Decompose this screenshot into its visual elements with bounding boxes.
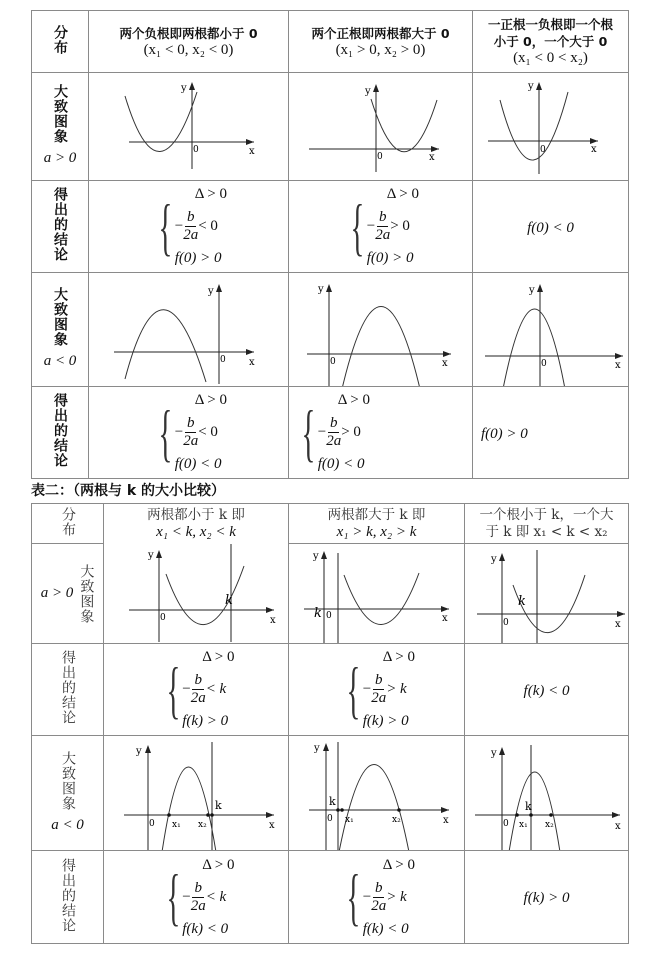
- svg-text:x: x: [249, 356, 255, 368]
- svg-text:x: x: [442, 612, 448, 624]
- svg-text:x₂: x₂: [392, 814, 401, 825]
- svg-text:x: x: [615, 359, 621, 371]
- svg-text:0: 0: [330, 356, 336, 367]
- table1-conclusion-row-a-positive: [32, 181, 629, 273]
- svg-text:x: x: [249, 145, 255, 157]
- svg-text:0: 0: [503, 617, 509, 628]
- table1-col3-header: 一正根一负根即一个根 小于 0，一个大于 0 (x₁ < 0 < x₂): [473, 11, 629, 73]
- svg-text:y: y: [181, 82, 187, 94]
- svg-text:0: 0: [149, 818, 155, 829]
- graph-one-positive-one-negative-up: [473, 73, 629, 181]
- svg-text:y: y: [491, 553, 497, 565]
- inequality-system: { Δ > 0 − $\frac{b}{2a}$ > 0 f(0) < 0: [301, 392, 370, 472]
- svg-text:x₂: x₂: [198, 819, 207, 830]
- svg-text:x: x: [429, 151, 435, 163]
- svg-text:x₂: x₂: [545, 819, 554, 830]
- graph-both-roots-greater-than-k-up: [289, 544, 465, 644]
- svg-text:k: k: [518, 593, 526, 609]
- brace-icon: {: [158, 190, 173, 262]
- svg-text:y: y: [148, 550, 154, 562]
- graph-root-straddles-k-up: [465, 544, 629, 644]
- svg-text:0: 0: [541, 358, 547, 369]
- table2-distribution-header: 分布: [32, 504, 104, 544]
- parabola-graph: [289, 74, 473, 180]
- svg-text:y: y: [313, 550, 319, 562]
- table1-distribution-header: 分布: [32, 11, 89, 73]
- table2-row-label: 大致图象 a < 0: [32, 736, 104, 851]
- graph-two-negative-roots-up: [89, 73, 289, 181]
- brace-icon: {: [165, 653, 180, 725]
- inequality-system: { Δ > 0 − $\frac{b}{2a}$ < 0 f(0) < 0: [158, 392, 227, 472]
- brace-icon: {: [165, 861, 180, 932]
- table1-row-label: 大致图象 a > 0: [32, 73, 89, 181]
- conclusion-cell: [289, 851, 465, 944]
- table2-row-label: 得出的结论: [32, 644, 104, 736]
- graph-two-positive-roots-up: [289, 73, 473, 181]
- svg-text:0: 0: [327, 813, 333, 824]
- table2-row-label: a > 0 大致图象: [32, 544, 104, 644]
- conclusion-cell: [104, 644, 289, 736]
- parabola-graph: [289, 545, 465, 643]
- conclusion-cell: [89, 387, 289, 479]
- brace-icon: {: [346, 653, 361, 725]
- parabola-graph: [89, 74, 289, 180]
- parabola-graph: [465, 545, 629, 643]
- table1-conclusion-row-a-negative: [32, 387, 629, 479]
- svg-text:k: k: [314, 605, 322, 621]
- table1-graph-row-a-positive: [32, 73, 629, 181]
- graph-both-roots-greater-than-k-down: [289, 736, 465, 851]
- inequality-system: { Δ > 0 − $\frac{b}{2a}$ > k f(k) < 0: [346, 856, 415, 937]
- table2-col1-condition: x₁ < k, x₂ < k: [156, 523, 236, 540]
- table1-col2-header: 两个正根即两根都大于 0 (x₁ > 0, x₂ > 0): [289, 11, 473, 73]
- table1-row-label: 得出的结论: [32, 387, 89, 479]
- graph-root-straddles-k-down: [465, 736, 629, 851]
- parabola-graph: [89, 274, 289, 386]
- brace-icon: {: [346, 861, 361, 932]
- conclusion-cell: [289, 181, 473, 273]
- svg-text:x: x: [442, 357, 448, 369]
- table1-row-label: 大致图象 a < 0: [32, 273, 89, 387]
- inequality-system: { Δ > 0 − $\frac{b}{2a}$ < k f(k) > 0: [165, 649, 235, 729]
- svg-text:x: x: [615, 618, 621, 630]
- parabola-graph: [289, 274, 473, 386]
- inequality-system: { Δ > 0 − $\frac{b}{2a}$ < 0 f(0) > 0: [158, 186, 227, 266]
- svg-text:k: k: [525, 799, 532, 813]
- svg-text:y: y: [314, 742, 320, 754]
- svg-text:k: k: [225, 593, 233, 609]
- table2-col3-header: 一个根小于 k，一个大 于 k 即 x₁ < k < x₂: [465, 504, 629, 544]
- parabola-graph: [465, 737, 629, 850]
- svg-text:y: y: [529, 284, 535, 296]
- conclusion-cell: f(k) < 0: [465, 644, 629, 736]
- table1-header-row: [32, 11, 629, 73]
- brace-icon: {: [350, 190, 365, 262]
- table2-col2-condition: x₁ > k, x₂ > k: [336, 523, 417, 540]
- svg-text:0: 0: [220, 354, 226, 365]
- svg-text:x: x: [591, 143, 597, 155]
- table2-graph-row-a-positive: [32, 544, 629, 644]
- conclusion-cell: [289, 644, 465, 736]
- table2-col2-header: 两根都大于 k 即 x₁ > k, x₂ > k: [289, 504, 465, 544]
- graph-two-positive-roots-down: [289, 273, 473, 387]
- brace-icon: {: [158, 396, 173, 468]
- graph-both-roots-less-than-k-down: [104, 736, 289, 851]
- graph-both-roots-less-than-k-up: [104, 544, 289, 644]
- svg-text:y: y: [318, 283, 324, 295]
- svg-text:x: x: [443, 814, 449, 826]
- conclusion-cell: [89, 181, 289, 273]
- table2-header-row: [32, 504, 629, 544]
- conclusion-cell: f(0) > 0: [473, 387, 629, 479]
- svg-text:y: y: [491, 747, 497, 759]
- parabola-graph: [104, 544, 289, 642]
- table-root-distribution-k: [31, 503, 629, 944]
- table2-caption: 表二：（两根与 k 的大小比较）: [31, 483, 226, 499]
- table2-conclusion-row-a-negative: [32, 851, 629, 944]
- table2-col1-header: 两根都小于 k 即 x₁ < k, x₂ < k: [104, 504, 289, 544]
- svg-text:x: x: [615, 820, 621, 832]
- parabola-graph: [473, 274, 629, 386]
- table1-graph-row-a-negative: [32, 273, 629, 387]
- svg-text:0: 0: [503, 818, 509, 829]
- svg-text:y: y: [365, 85, 371, 97]
- svg-text:k: k: [329, 794, 336, 808]
- table1-col3-condition: (x₁ < 0 < x₂): [513, 50, 588, 66]
- svg-text:0: 0: [193, 144, 199, 155]
- parabola-graph: [473, 74, 629, 180]
- parabola-graph: [289, 737, 465, 850]
- table2-row-label: 得出的结论: [32, 851, 104, 944]
- table2-graph-row-a-negative: [32, 736, 629, 851]
- inequality-system: { Δ > 0 − $\frac{b}{2a}$ > 0 f(0) > 0: [350, 186, 419, 266]
- parabola-graph: [104, 737, 289, 850]
- svg-text:x: x: [269, 819, 275, 831]
- table1-col1-header: 两个负根即两根都小于 0 (x₁ < 0, x₂ < 0): [89, 11, 289, 73]
- conclusion-cell: [289, 387, 473, 479]
- svg-text:x₁: x₁: [519, 819, 528, 830]
- svg-text:k: k: [215, 798, 222, 812]
- table1-col2-condition: (x₁ > 0, x₂ > 0): [335, 41, 426, 58]
- svg-text:y: y: [208, 285, 214, 297]
- svg-text:x₁: x₁: [345, 814, 354, 825]
- graph-two-negative-roots-down: [89, 273, 289, 387]
- brace-icon: {: [301, 396, 316, 468]
- graph-one-positive-one-negative-down: [473, 273, 629, 387]
- table2-conclusion-row-a-positive: [32, 644, 629, 736]
- inequality-system: { Δ > 0 − $\frac{b}{2a}$ > k f(k) > 0: [346, 649, 415, 729]
- table-root-distribution-zero: [31, 10, 629, 479]
- svg-text:x₁: x₁: [172, 819, 181, 830]
- svg-text:x: x: [270, 615, 276, 627]
- svg-text:0: 0: [326, 610, 332, 621]
- table1-row-label: 得出的结论: [32, 181, 89, 273]
- svg-text:y: y: [136, 745, 142, 757]
- svg-text:0: 0: [160, 613, 166, 624]
- conclusion-cell: f(k) > 0: [465, 851, 629, 944]
- conclusion-cell: f(0) < 0: [473, 181, 629, 273]
- inequality-system: { Δ > 0 − $\frac{b}{2a}$ < k f(k) < 0: [165, 856, 235, 937]
- conclusion-cell: [104, 851, 289, 944]
- svg-text:0: 0: [540, 144, 546, 155]
- svg-text:0: 0: [377, 151, 383, 162]
- svg-text:y: y: [528, 80, 534, 92]
- table1-col1-condition: (x₁ < 0, x₂ < 0): [143, 41, 234, 58]
